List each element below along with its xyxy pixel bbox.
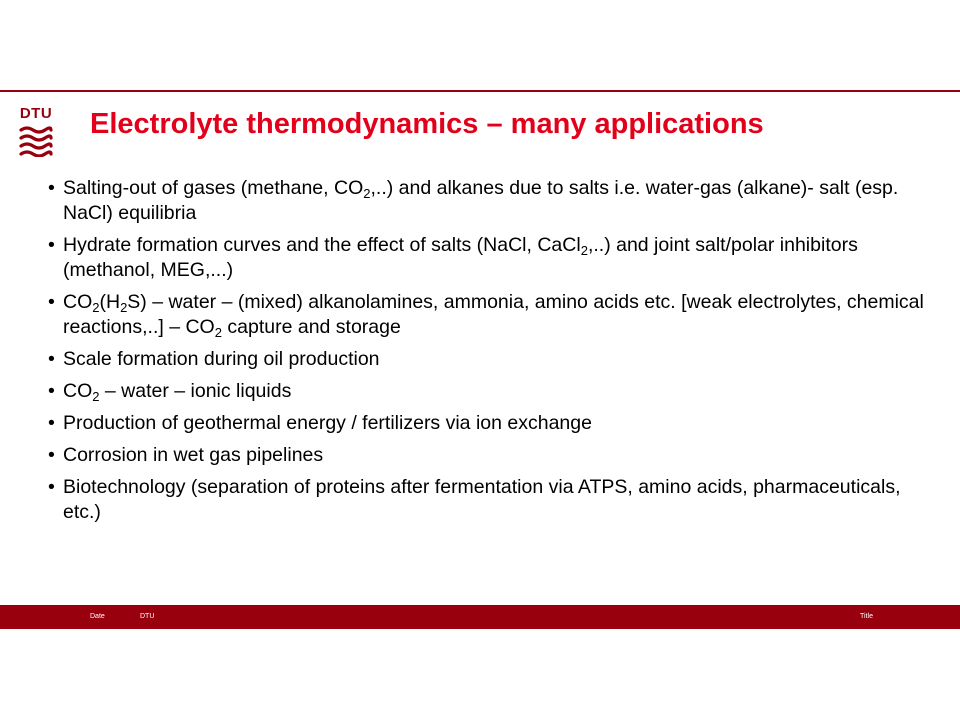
bullet-item bbox=[48, 411, 938, 436]
bullet-text: Hydrate formation curves and the effect of salts (NaCl, CaCl bbox=[63, 234, 581, 256]
bullet-list bbox=[48, 176, 938, 532]
bullet-text: ,..) and alkanes due to salts i.e. water-gas (alkane)- salt (esp. NaCl) equilibria bbox=[63, 177, 899, 224]
bullet-item bbox=[48, 176, 938, 226]
bullet-text: S) – water – (mixed) alkanolamines, ammonia, amino acids etc. [weak electrolytes, chemical reactions,..] – CO bbox=[63, 291, 924, 338]
bullet-item bbox=[48, 443, 938, 468]
subscript-text: 2 bbox=[363, 186, 371, 201]
bullet-text: CO bbox=[63, 291, 93, 313]
bullet-text: Salting-out of gases (methane, CO bbox=[63, 177, 364, 199]
bullet-item bbox=[48, 379, 938, 404]
bullet-text: Scale formation during oil production bbox=[63, 348, 380, 370]
dtu-logo bbox=[18, 105, 58, 157]
bullet-text: Corrosion in wet gas pipelines bbox=[63, 444, 324, 466]
bullet-text: (H bbox=[99, 291, 121, 313]
wave-icon bbox=[18, 125, 54, 157]
footer-date: Date bbox=[90, 613, 105, 620]
logo-text: DTU bbox=[19, 105, 53, 122]
subscript-text: 2 bbox=[580, 243, 588, 258]
bullet-text: Production of geothermal energy / fertilizers via ion exchange bbox=[63, 412, 592, 434]
bullet-text: – water – ionic liquids bbox=[99, 380, 292, 402]
bullet-text: CO bbox=[63, 380, 93, 402]
bullet-text: Biotechnology (separation of proteins after fermentation via ATPS, amino acids, pharmaceuticals, etc.) bbox=[63, 476, 901, 523]
bullet-text: capture and storage bbox=[221, 316, 401, 338]
bullet-item bbox=[48, 290, 938, 340]
top-divider bbox=[0, 90, 960, 92]
bullet-text: ,..) and joint salt/polar inhibitors (methanol, MEG,...) bbox=[63, 234, 858, 281]
footer-org: DTU bbox=[140, 613, 155, 620]
subscript-text: 2 bbox=[92, 389, 100, 404]
bullet-item bbox=[48, 233, 938, 283]
slide-title: Electrolyte thermodynamics – many applications bbox=[90, 108, 764, 140]
subscript-text: 2 bbox=[120, 300, 128, 315]
bullet-item bbox=[48, 475, 938, 525]
footer-title: Title bbox=[860, 613, 873, 620]
bullet-item bbox=[48, 347, 938, 372]
subscript-text: 2 bbox=[214, 325, 222, 340]
subscript-text: 2 bbox=[92, 300, 100, 315]
